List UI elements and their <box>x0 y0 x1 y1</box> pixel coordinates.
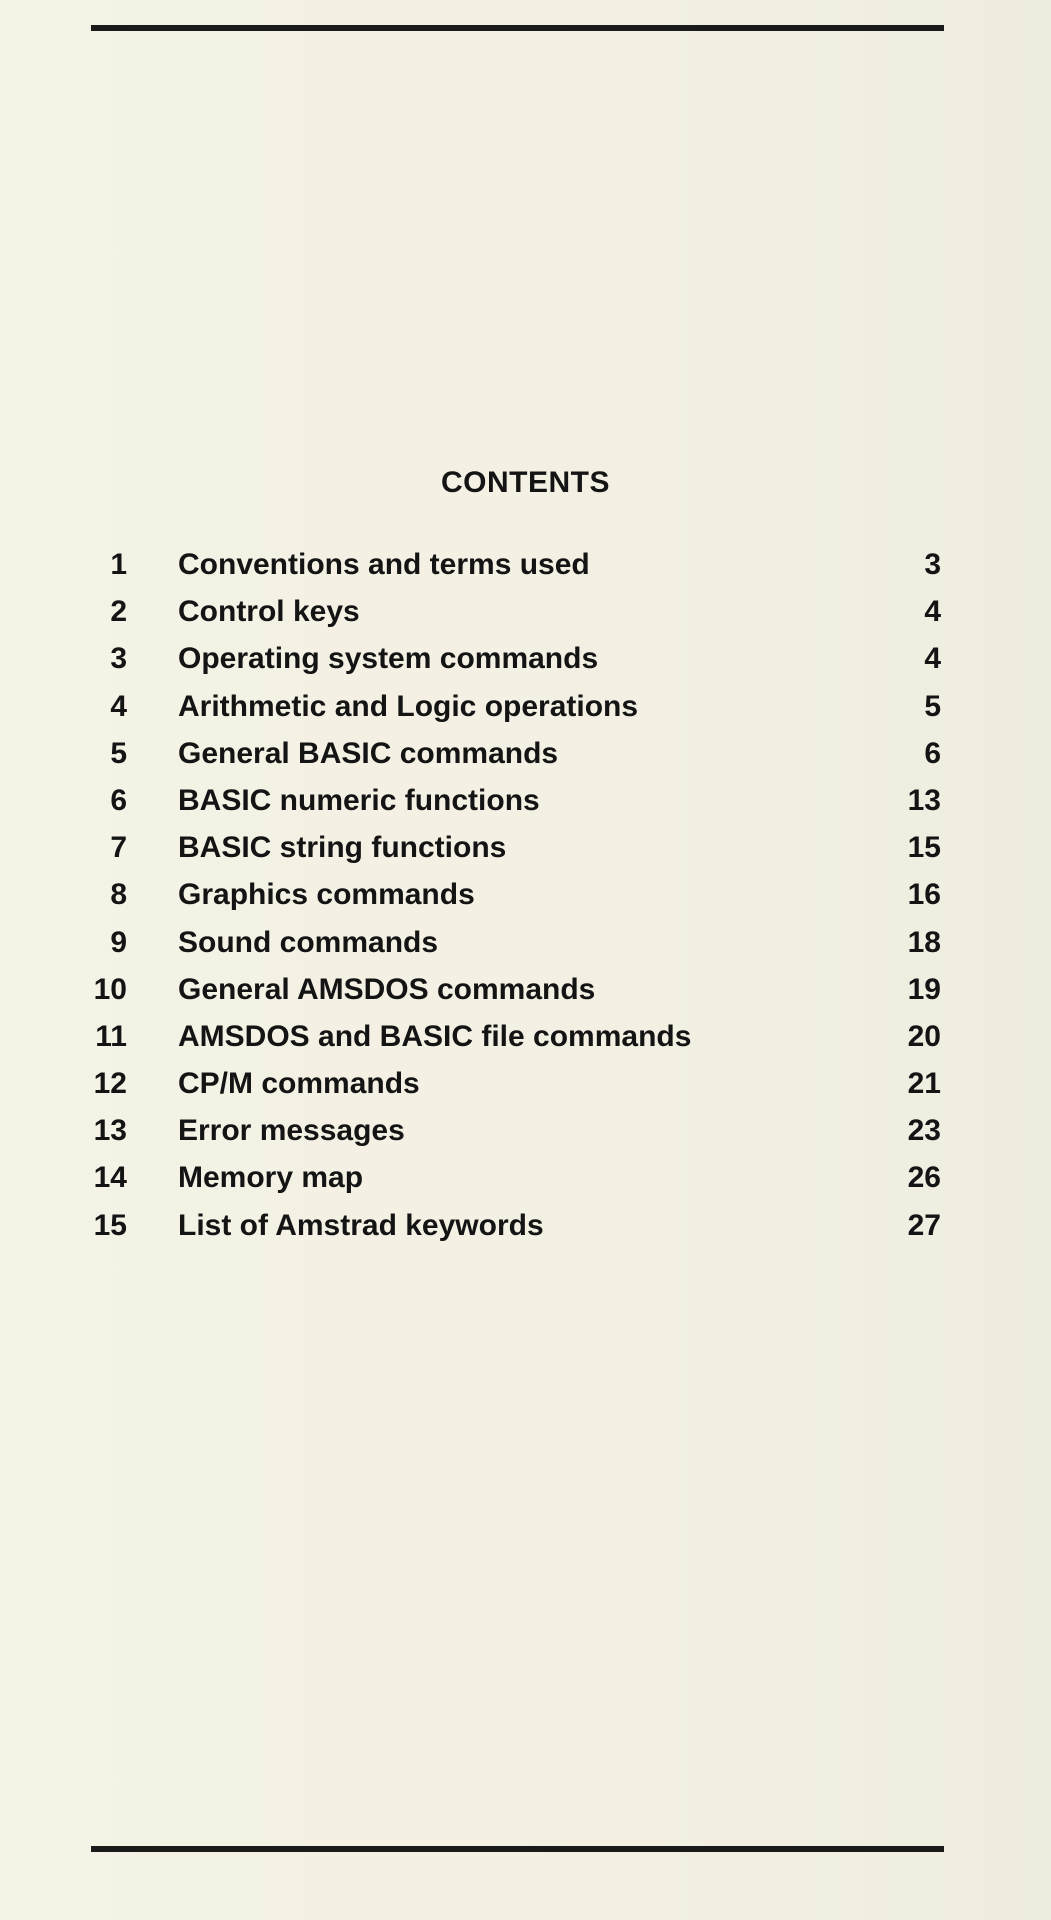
toc-entry <box>0 1012 1051 1059</box>
toc-entry-number: 1 <box>110 548 127 581</box>
toc-entry <box>0 1059 1051 1106</box>
toc-entry-label: General AMSDOS commands <box>178 972 596 1006</box>
toc-entry-number: 9 <box>110 925 127 959</box>
toc-entry-number: 15 <box>93 1208 127 1242</box>
toc-entry-number: 14 <box>93 1161 127 1195</box>
toc-entry-page: 4 <box>924 595 941 629</box>
toc-entry <box>0 1201 1051 1248</box>
toc-entry-page: 27 <box>907 1208 941 1242</box>
toc-entry-label: List of Amstrad keywords <box>178 1208 544 1242</box>
toc-entry-number: 8 <box>110 878 127 912</box>
toc-entry <box>0 1153 1051 1200</box>
toc-entry <box>0 729 1051 776</box>
toc-entry <box>0 1106 1051 1153</box>
toc-entry <box>0 682 1051 729</box>
toc-entry <box>0 918 1051 965</box>
toc-entry <box>0 540 1051 587</box>
toc-entry-label: Conventions and terms used <box>178 548 590 581</box>
toc-entry-label: Control keys <box>178 595 360 629</box>
toc-entry-page: 20 <box>907 1019 941 1053</box>
toc-entry <box>0 965 1051 1012</box>
toc-entry-page: 21 <box>907 1067 941 1101</box>
toc-entry-page: 23 <box>907 1114 941 1148</box>
toc-entry-number: 6 <box>110 783 127 817</box>
toc-entry-number: 2 <box>110 595 127 629</box>
toc-entry-label: Error messages <box>178 1114 405 1148</box>
top-rule <box>91 25 944 31</box>
toc-entry-label: BASIC string functions <box>178 831 507 865</box>
toc-entry-label: CP/M commands <box>178 1067 420 1101</box>
toc-entry-page: 4 <box>924 642 941 676</box>
toc-entry <box>0 587 1051 634</box>
toc-entry-number: 3 <box>110 642 127 676</box>
toc-entry-label: Memory map <box>178 1161 364 1195</box>
toc-entry-label: Graphics commands <box>178 878 475 912</box>
toc-entry-label: Arithmetic and Logic operations <box>178 689 639 723</box>
toc-entry-number: 12 <box>93 1067 127 1101</box>
toc-entry-number: 10 <box>93 972 127 1006</box>
toc-entry-page: 18 <box>907 925 941 959</box>
toc-entry-page: 15 <box>907 831 941 865</box>
toc-entry-label: Sound commands <box>178 925 439 959</box>
toc-entry <box>0 870 1051 917</box>
toc-entry <box>0 634 1051 681</box>
toc-entry-page: 5 <box>924 689 941 723</box>
toc-entry-page: 6 <box>924 736 941 770</box>
toc-entry-page: 16 <box>907 878 941 912</box>
toc-entry-number: 11 <box>95 1019 127 1053</box>
bottom-rule <box>91 1846 944 1852</box>
toc-entry-label: General BASIC commands <box>178 736 559 770</box>
toc-entry-label: BASIC numeric functions <box>178 783 540 817</box>
table-of-contents <box>0 540 1051 1248</box>
toc-entry-number: 7 <box>110 831 127 865</box>
toc-entry <box>0 823 1051 870</box>
toc-entry-label: Operating system commands <box>178 642 599 676</box>
toc-entry-number: 5 <box>110 736 127 770</box>
toc-entry-page: 13 <box>907 783 941 817</box>
toc-entry-page: 26 <box>907 1161 941 1195</box>
toc-entry-page: 3 <box>924 548 941 581</box>
toc-entry <box>0 776 1051 823</box>
contents-title: CONTENTS <box>441 466 610 499</box>
toc-entry-label: AMSDOS and BASIC file commands <box>178 1019 692 1053</box>
toc-entry-page: 19 <box>907 972 941 1006</box>
toc-entry-number: 13 <box>93 1114 127 1148</box>
toc-entry-number: 4 <box>110 689 127 723</box>
